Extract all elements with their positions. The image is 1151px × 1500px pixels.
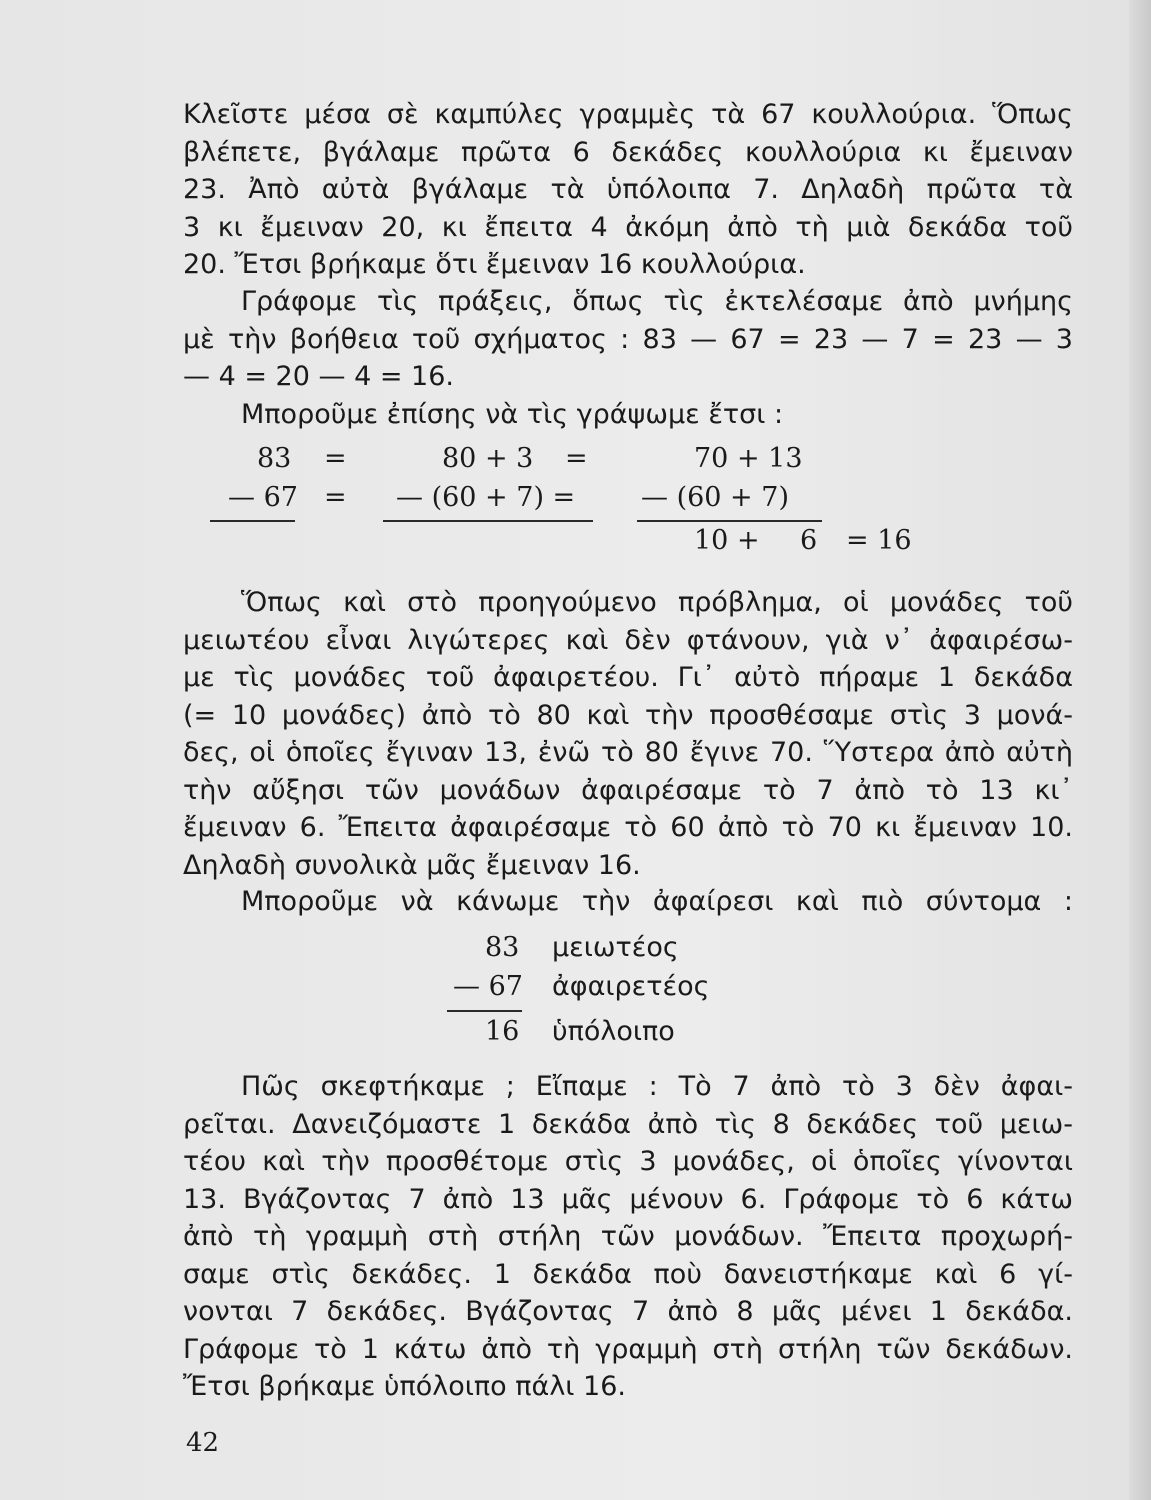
text-line: τὴν αὔξησι τῶν μονάδων ἀφαιρέσαμε τὸ 7 ἀπὸ τὸ 13 κι᾿ (183, 774, 1073, 806)
math-term: — (60 + 7) (641, 482, 789, 513)
math-equals: = (324, 443, 347, 474)
text-line: ρεῖται. Δανειζόμαστε 1 δεκάδα ἀπὸ τὶς 8 δεκάδες τοῦ μειω- (183, 1108, 1073, 1140)
paragraph-6 (183, 1068, 1073, 1406)
paragraph-4 (183, 584, 1073, 884)
math-term: = 16 (846, 525, 912, 556)
text-line: Μποροῦμε ἐπίσης νὰ τὶς γράψωμε ἔτσι : (241, 399, 784, 430)
text-line: ἀπὸ τὴ γραμμὴ στὴ στήλη τῶν μονάδων. Ἔπειτα προχωρή- (183, 1221, 1073, 1252)
underline (637, 520, 822, 522)
math-term: 83 (257, 443, 292, 474)
math-term: 6 (800, 525, 818, 556)
text-line: 3 κι ἔμειναν 20, κι ἔπειτα 4 ἀκόμη ἀπὸ τὴ μιὰ δεκάδα τοῦ (183, 211, 1073, 243)
underline (447, 1010, 522, 1012)
difference-label: ὑπόλοιπο (552, 1016, 675, 1047)
math-term: — 67 (228, 482, 298, 513)
text-line: Μποροῦμε νὰ κάνωμε τὴν ἀφαίρεσι καὶ πιὸ σύντομα : (241, 886, 1073, 917)
subtrahend: — 67 (453, 971, 523, 1002)
text-line: — 4 = 20 — 4 = 16. (183, 361, 454, 392)
paragraph-1 (183, 96, 1073, 284)
text-line: βλέπετε, βγάλαμε πρῶτα 6 δεκάδες κουλλούρια κι ἔμειναν (183, 136, 1073, 168)
difference: 16 (485, 1016, 520, 1047)
math-term: 80 + 3 (442, 443, 534, 474)
math-term: 70 + 13 (694, 443, 803, 474)
text-line: Ὅπως καὶ στὸ προηγούμενο πρόβλημα, οἱ μονάδες τοῦ (241, 587, 1073, 618)
text-line: 13. Βγάζοντας 7 ἀπὸ 13 μᾶς μένουν 6. Γράφομε τὸ 6 κάτω (183, 1183, 1073, 1215)
text-line: Δηλαδὴ συνολικὰ μᾶς ἔμειναν 16. (183, 849, 641, 881)
text-line: (= 10 μονάδες) ἀπὸ τὸ 80 καὶ τὴν προσθέσαμε στὶς 3 μονά- (183, 699, 1073, 731)
text-line: Ἔτσι βρήκαμε ὑπόλοιπο πάλι 16. (183, 1371, 626, 1402)
text-line: 23. Ἀπὸ αὐτὰ βγάλαμε τὰ ὑπόλοιπα 7. Δηλαδὴ πρῶτα τὰ (183, 174, 1073, 205)
paragraph-3 (183, 396, 1073, 434)
math-term: 10 + (694, 525, 760, 556)
text-line: ἔμειναν 6. Ἔπειτα ἀφαιρέσαμε τὸ 60 ἀπὸ τὸ 70 κι ἔμειναν 10. (183, 812, 1073, 843)
text-line: σαμε στὶς δεκάδες. 1 δεκάδα ποὺ δανειστήκαμε καὶ 6 γί- (183, 1258, 1073, 1290)
minuend: 83 (485, 932, 520, 963)
paragraph-2 (183, 283, 1073, 396)
subtrahend-label: ἀφαιρετέος (552, 971, 710, 1002)
text-line: μὲ τὴν βοήθεια τοῦ σχήματος : 83 — 67 = 23 — 7 = 23 — 3 (183, 323, 1073, 355)
text-line: Πῶς σκεφτήκαμε ; Εἴπαμε : Τὸ 7 ἀπὸ τὸ 3 δὲν ἀφαι- (241, 1071, 1073, 1102)
text-line: Κλεῖστε μέσα σὲ καμπύλες γραμμὲς τὰ 67 κουλλούρια. Ὅπως (183, 99, 1073, 130)
text-line: με τὶς μονάδες τοῦ ἀφαιρετέου. Γι᾿ αὐτὸ πήραμε 1 δεκάδα (183, 662, 1073, 693)
page-edge (1129, 0, 1151, 1500)
math-equals: = (565, 443, 588, 474)
text-line: δες, οἱ ὁποῖες ἔγιναν 13, ἐνῶ τὸ 80 ἔγινε 70. Ὕστερα ἀπὸ αὐτὴ (183, 737, 1073, 768)
text-line: 20. Ἔτσι βρήκαμε ὅτι ἔμειναν 16 κουλλούρια. (183, 249, 806, 280)
math-equals: = (324, 482, 347, 513)
underline (210, 520, 295, 522)
page-number: 42 (186, 1428, 220, 1458)
text-line: Γράφομε τὶς πράξεις, ὅπως τὶς ἐκτελέσαμε ἀπὸ μνήμης (241, 286, 1073, 317)
text-line: Γράφομε τὸ 1 κάτω ἀπὸ τὴ γραμμὴ στὴ στήλη τῶν δεκάδων. (183, 1333, 1073, 1365)
paragraph-5 (183, 883, 1073, 921)
minuend-label: μειωτέος (552, 932, 679, 963)
math-term: — (60 + 7) = (396, 482, 576, 513)
underline (383, 520, 593, 522)
text-line: νονται 7 δεκάδες. Βγάζοντας 7 ἀπὸ 8 μᾶς μένει 1 δεκάδα. (183, 1296, 1073, 1327)
text-line: τέου καὶ τὴν προσθέτομε στὶς 3 μονάδες, οἱ ὁποῖες γίνονται (183, 1146, 1073, 1177)
text-line: μειωτέου εἶναι λιγώτερες καὶ δὲν φτάνουν, γιὰ ν᾿ ἀφαιρέσω- (183, 624, 1073, 656)
